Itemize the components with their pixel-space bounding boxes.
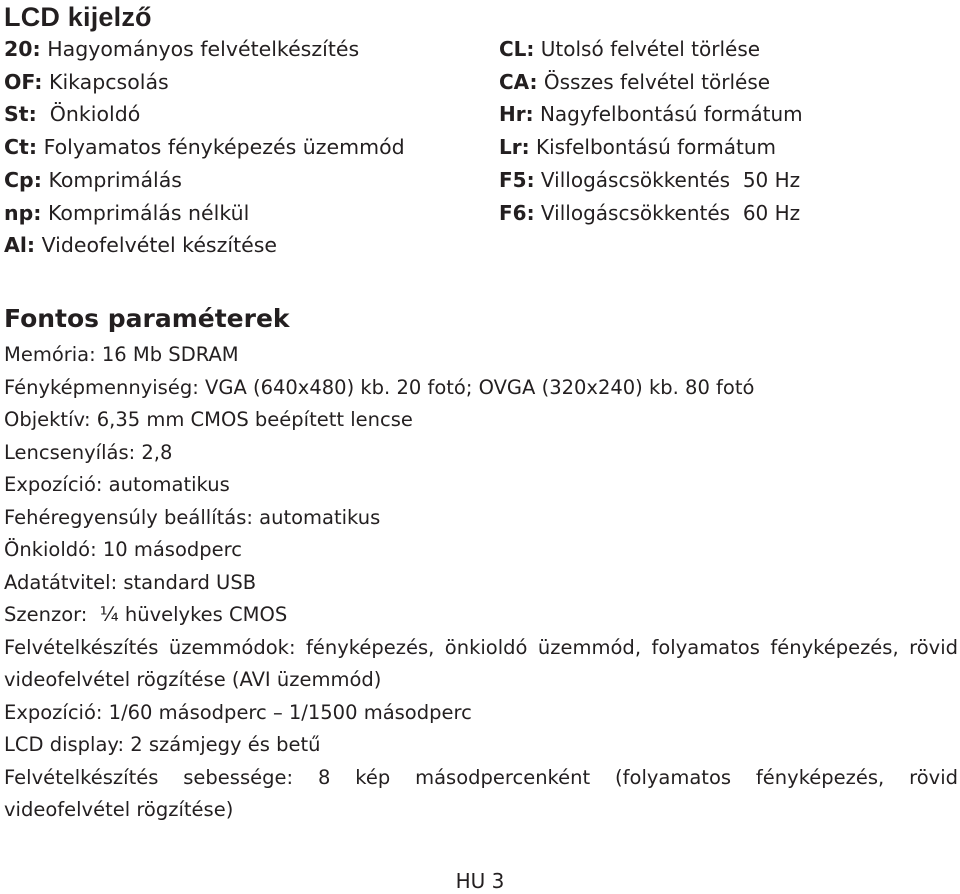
- param-item: Expozíció: 1/60 másodperc – 1/1500 másodperc: [4, 700, 472, 724]
- lcd-code-item: [4, 98, 405, 131]
- lcd-code: Hr:: [499, 102, 534, 127]
- lcd-code: Lr:: [499, 135, 530, 160]
- lcd-code-desc: Villogáscsökkentés 60 Hz: [534, 200, 801, 225]
- lcd-code-desc: Videofelvétel készítése: [35, 233, 278, 258]
- lcd-code-item: [4, 197, 405, 230]
- lcd-code-desc: Villogáscsökkentés 50 Hz: [534, 167, 801, 192]
- lcd-code: F6:: [499, 200, 535, 225]
- page-number: HU 3: [455, 869, 505, 893]
- lcd-code-item: [4, 164, 405, 197]
- lcd-code-item: [499, 164, 803, 197]
- lcd-code-item: [4, 131, 405, 164]
- lcd-code: Ct:: [4, 135, 38, 160]
- param-item: Felvételkészítés üzemmódok: fényképezés, önkioldó üzemmód, folyamatos fényképezés, rövid videofelvétel rögzítése (AVI üzemmód): [4, 635, 958, 691]
- param-item: Fehéregyensúly beállítás: automatikus: [4, 505, 381, 529]
- param-item: Adatátvitel: standard USB: [4, 570, 257, 594]
- param-item: Felvételkészítés sebessége: 8 kép másodpercenként (folyamatos fényképezés, rövid videofelvétel rögzítése): [4, 765, 958, 821]
- param-item: Objektív: 6,35 mm CMOS beépített lencse: [4, 408, 413, 431]
- lcd-code: CL:: [499, 37, 535, 61]
- params-list: [4, 339, 958, 827]
- param-item: Lencsenyílás: 2,8: [4, 440, 173, 464]
- lcd-code: Cp:: [4, 167, 42, 192]
- lcd-codes-right-list: [499, 33, 803, 229]
- lcd-code: St:: [4, 102, 37, 127]
- lcd-code-desc: Kisfelbontású formátum: [529, 135, 777, 160]
- lcd-code-item: [4, 66, 405, 99]
- lcd-codes-left-list: [4, 33, 405, 262]
- lcd-code-desc: Nagyfelbontású formátum: [533, 102, 803, 127]
- lcd-code: Al:: [4, 233, 36, 258]
- lcd-code: F5:: [499, 167, 535, 192]
- param-item: Memória: 16 Mb SDRAM: [4, 343, 239, 366]
- lcd-code-desc: Komprimálás: [41, 167, 182, 192]
- param-item: LCD display: 2 számjegy és betű: [4, 733, 321, 756]
- lcd-code-desc: Utolsó felvétel törlése: [534, 37, 761, 61]
- param-item: Szenzor: ¼ hüvelykes CMOS: [4, 603, 288, 626]
- lcd-code-desc: Kikapcsolás: [42, 69, 169, 94]
- lcd-section-title: LCD kijelző: [4, 2, 152, 32]
- lcd-code-item: [499, 197, 803, 230]
- lcd-code-desc: Önkioldó: [36, 102, 141, 127]
- lcd-code-desc: Összes felvétel törlése: [537, 69, 771, 94]
- lcd-code-item: [499, 131, 803, 164]
- lcd-code: 20:: [4, 37, 41, 61]
- lcd-code-item: [499, 33, 803, 66]
- lcd-code: CA:: [499, 69, 538, 94]
- lcd-code-desc: Komprimálás nélkül: [41, 200, 250, 225]
- lcd-code: np:: [4, 200, 42, 225]
- lcd-code-desc: Hagyományos felvételkészítés: [40, 37, 360, 61]
- lcd-code: OF:: [4, 69, 43, 94]
- lcd-code-desc: Folyamatos fényképezés üzemmód: [37, 135, 405, 160]
- params-section-title: Fontos paraméterek: [4, 304, 290, 333]
- lcd-code-item: [4, 229, 405, 262]
- param-item: Expozíció: automatikus: [4, 473, 230, 496]
- lcd-code-item: [499, 66, 803, 99]
- lcd-code-item: [499, 98, 803, 131]
- lcd-code-item: [4, 33, 405, 66]
- param-item: Önkioldó: 10 másodperc: [4, 538, 242, 561]
- param-item: Fényképmennyiség: VGA (640x480) kb. 20 fotó; OVGA (320x240) kb. 80 fotó: [4, 375, 755, 399]
